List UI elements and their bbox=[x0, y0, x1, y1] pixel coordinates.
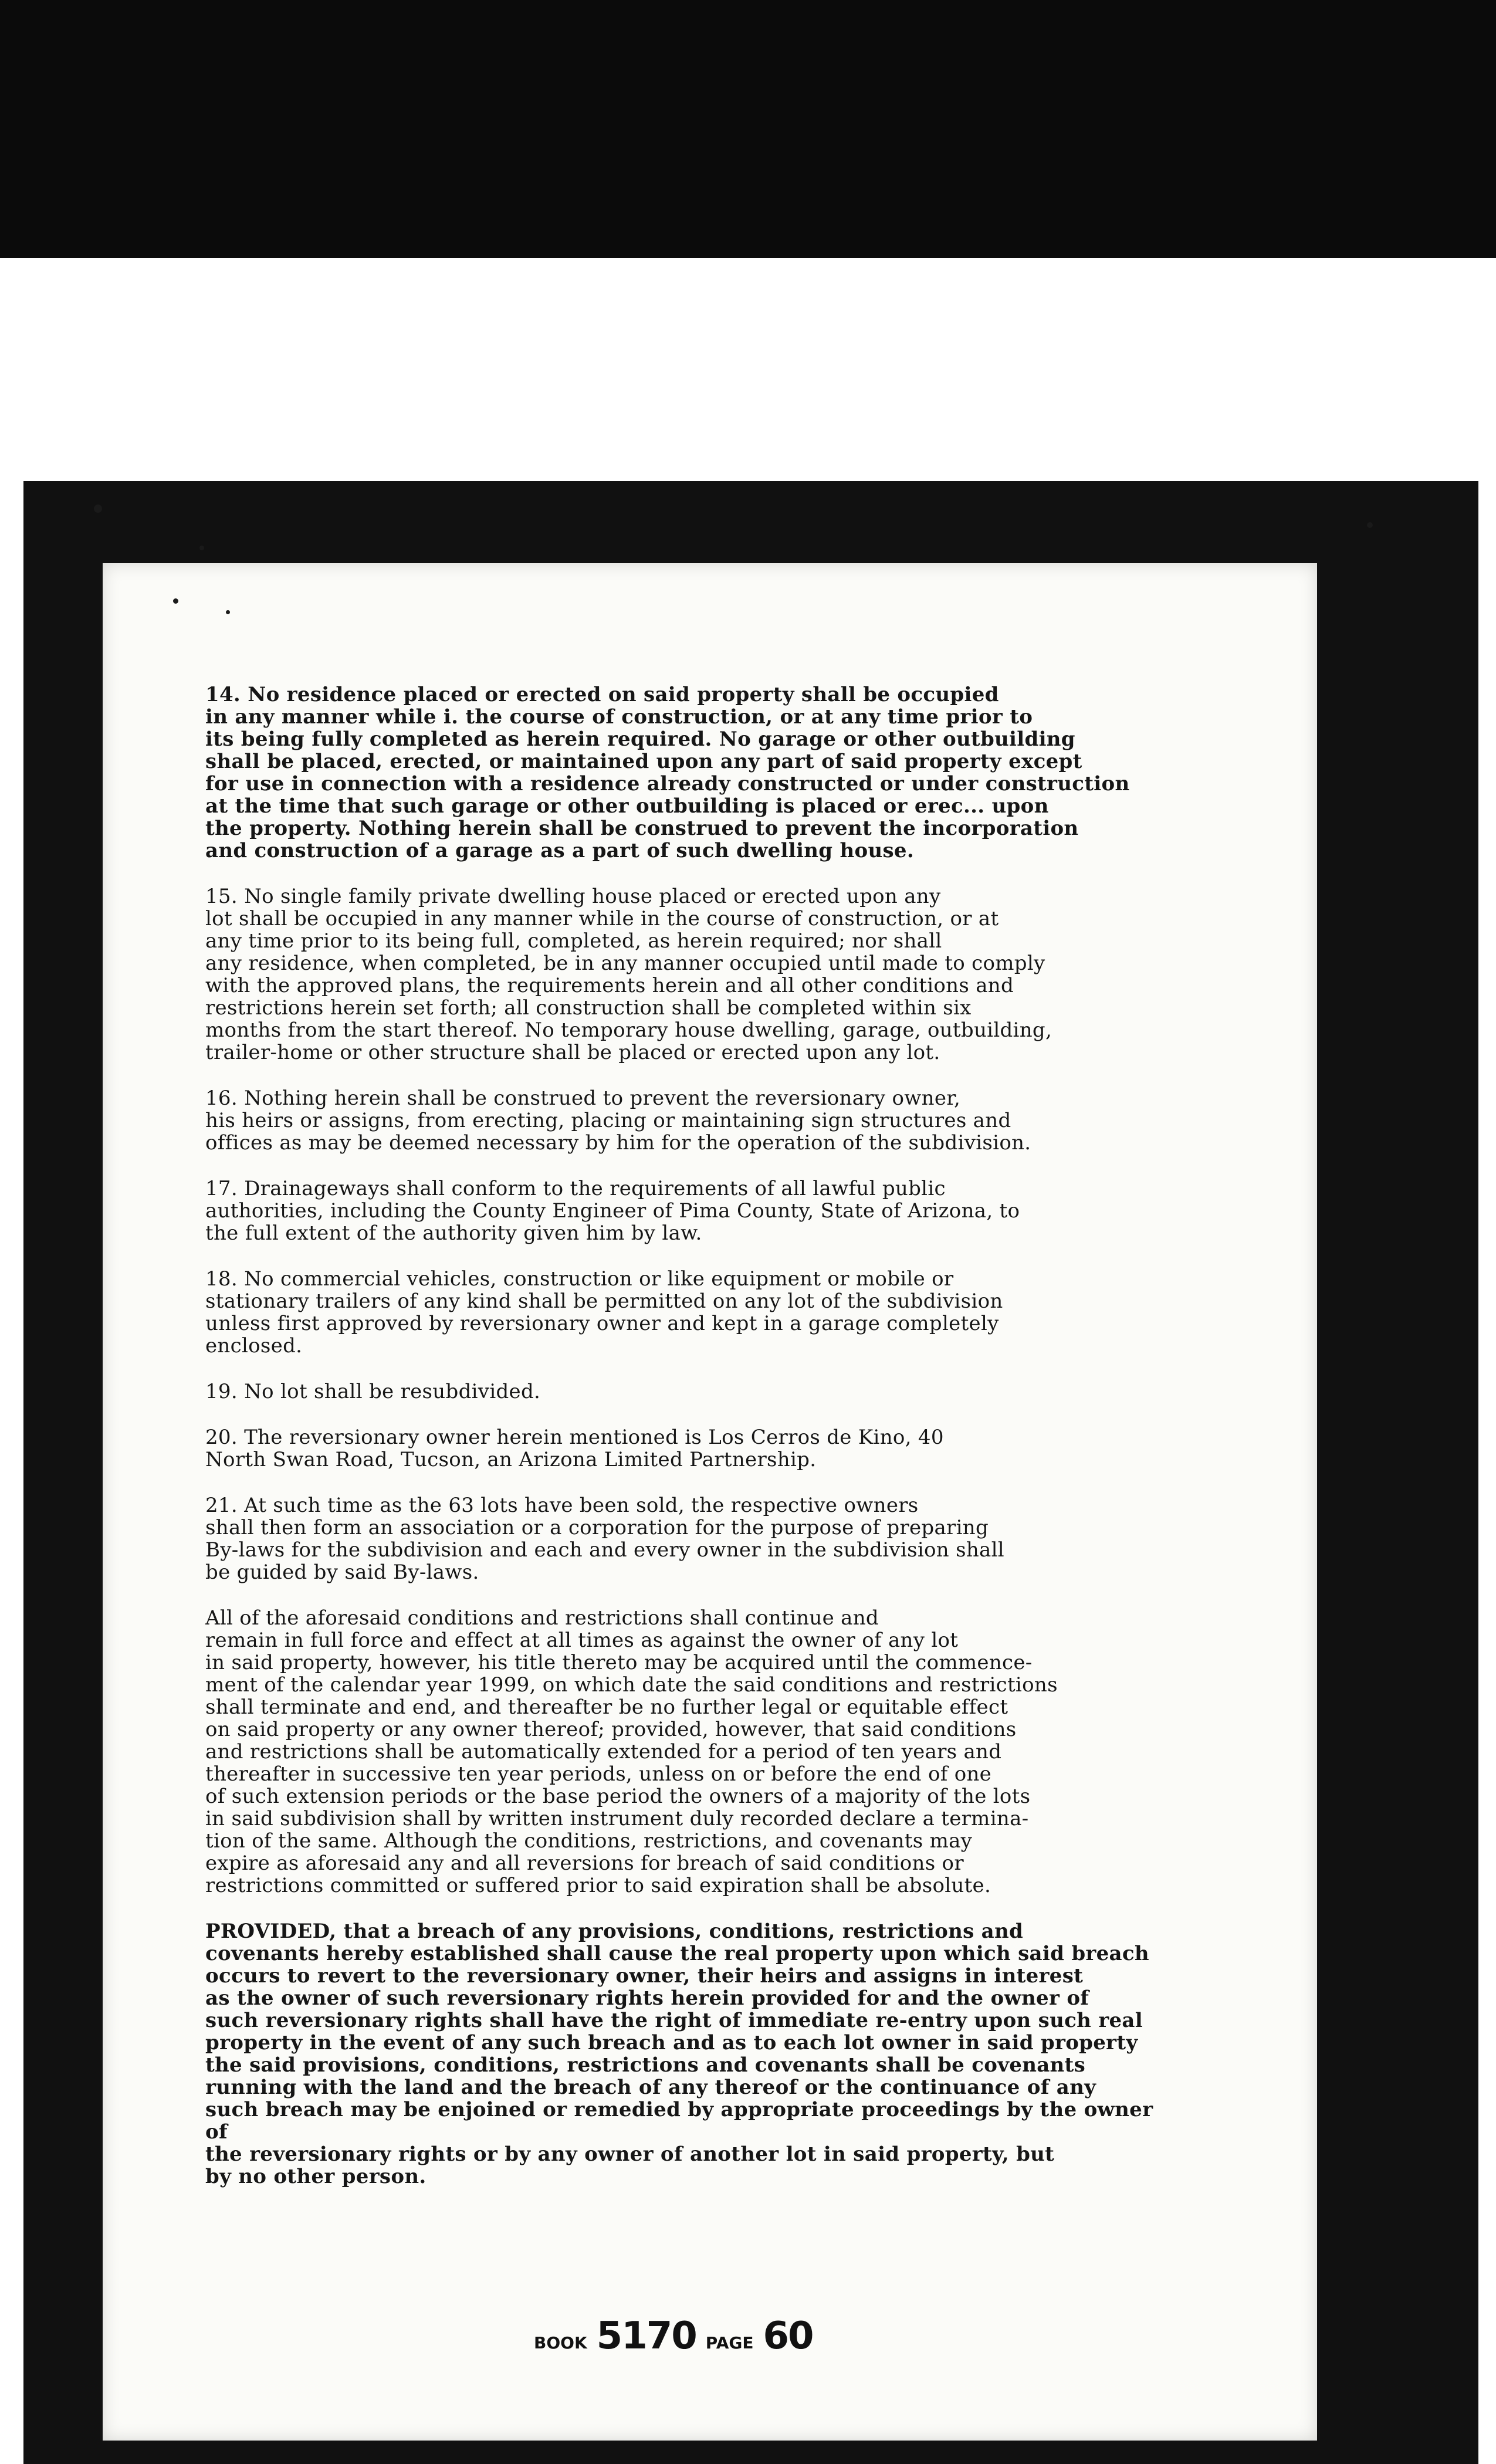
paragraph-17: 17. Drainageways shall conform to the requirements of all lawful public authorities, including the County Engineer of Pima County, State of Arizona, to the full extent of the authority given him by law. bbox=[205, 1177, 1020, 1245]
paragraph-16: 16. Nothing herein shall be construed to prevent the reversionary owner, his heirs or assigns, from erecting, placing or maintaining sign structures and offices as may be deemed necessary by him for the operation of the subdivision. bbox=[205, 1087, 1031, 1155]
paragraph-19: 19. No lot shall be resubdivided. bbox=[205, 1380, 541, 1403]
book-page-stamp bbox=[534, 2314, 886, 2367]
paragraph-conditions-duration: All of the aforesaid conditions and restrictions shall continue and remain in full force and effect at all times as against the owner of any lot in said property, however, his title thereto may be acquired until the commence- ment of the calendar year 1999, on which date the said conditions and restrictions shall terminate and end, and thereafter be no further legal or equitable effect on said property or any owner thereof; provided, however, that said conditions and restrictions shall be automatically extended for a period of ten years and thereafter in successive ten year periods, unless on or before the end of one of such extension periods or the base period the owners of a majority of the lots in said subdivision shall by written instrument duly recorded declare a termina- tion of the same. Although the conditions, restrictions, and covenants may expire as aforesaid any and all reversions for breach of said conditions or restrictions committed or suffered prior to said expiration shall be absolute. bbox=[205, 1606, 1058, 1897]
scan-top-border bbox=[0, 0, 1496, 258]
book-label: BOOK bbox=[534, 2333, 587, 2353]
paragraph-20: 20. The reversionary owner herein mentioned is Los Cerros de Kino, 40 North Swan Road, Tucson, an Arizona Limited Partnership. bbox=[205, 1426, 944, 1471]
paragraph-provided: PROVIDED, that a breach of any provisions, conditions, restrictions and covenants hereby established shall cause the real property upon which said breach occurs to revert to the reversionary owner, their heirs and assigns in interest as the owner of such reversionary rights herein provided for and the owner of such reversionary rights shall have the right of immediate re-entry upon such real property in the event of any such breach and as to each lot owner in said property the said provisions, conditions, restrictions and covenants shall be covenants running with the land and the breach of any thereof or the continuance of any such breach may be enjoined or remedied by appropriate proceedings by the owner of the reversionary rights or by any owner of another lot in said property, but by no other person. bbox=[205, 1920, 1153, 2188]
page-label: PAGE bbox=[705, 2333, 754, 2353]
paragraph-21: 21. At such time as the 63 lots have been sold, the respective owners shall then form an association or a corporation for the purpose of preparing By-laws for the subdivision and each and every owner in the subdivision shall be guided by said By-laws. bbox=[205, 1494, 1004, 1584]
scan-speck bbox=[1367, 522, 1373, 528]
scan-speck bbox=[199, 546, 204, 550]
paragraph-14: 14. No residence placed or erected on said property shall be occupied in any manner while i. the course of construction, or at any time prior to its being fully completed as herein required. No garage or other outbuilding shall be placed, erected, or maintained upon any part of said property except for use in connection with a residence already constructed or under construction at the time that such garage or other outbuilding is placed or erec... upon the property. Nothing herein shall be construed to prevent the incorporation and construction of a garage as a part of such dwelling house. bbox=[205, 683, 1130, 862]
book-number: 5170 bbox=[596, 2314, 696, 2358]
deed-text bbox=[205, 683, 1167, 2211]
paper-speck bbox=[173, 598, 178, 604]
scan-blank-area bbox=[18, 258, 1475, 481]
document-page bbox=[103, 563, 1317, 2441]
paragraph-15: 15. No single family private dwelling house placed or erected upon any lot shall be occupied in any manner while in the course of construction, or at any time prior to its being full, completed, as herein required; nor shall any residence, when completed, be in any manner occupied until made to comply with the approved plans, the requirements herein and all other conditions and restrictions herein set forth; all construction shall be completed within six months from the start thereof. No temporary house dwelling, garage, outbuilding, trailer-home or other structure shall be placed or erected upon any lot. bbox=[205, 885, 1052, 1064]
paragraph-18: 18. No commercial vehicles, construction or like equipment or mobile or stationary trailers of any kind shall be permitted on any lot of the subdivision unless first approved by reversionary owner and kept in a garage completely enclosed. bbox=[205, 1267, 1003, 1358]
page-number: 60 bbox=[763, 2314, 813, 2358]
paper-speck bbox=[226, 610, 230, 614]
scan-speck bbox=[94, 505, 102, 513]
